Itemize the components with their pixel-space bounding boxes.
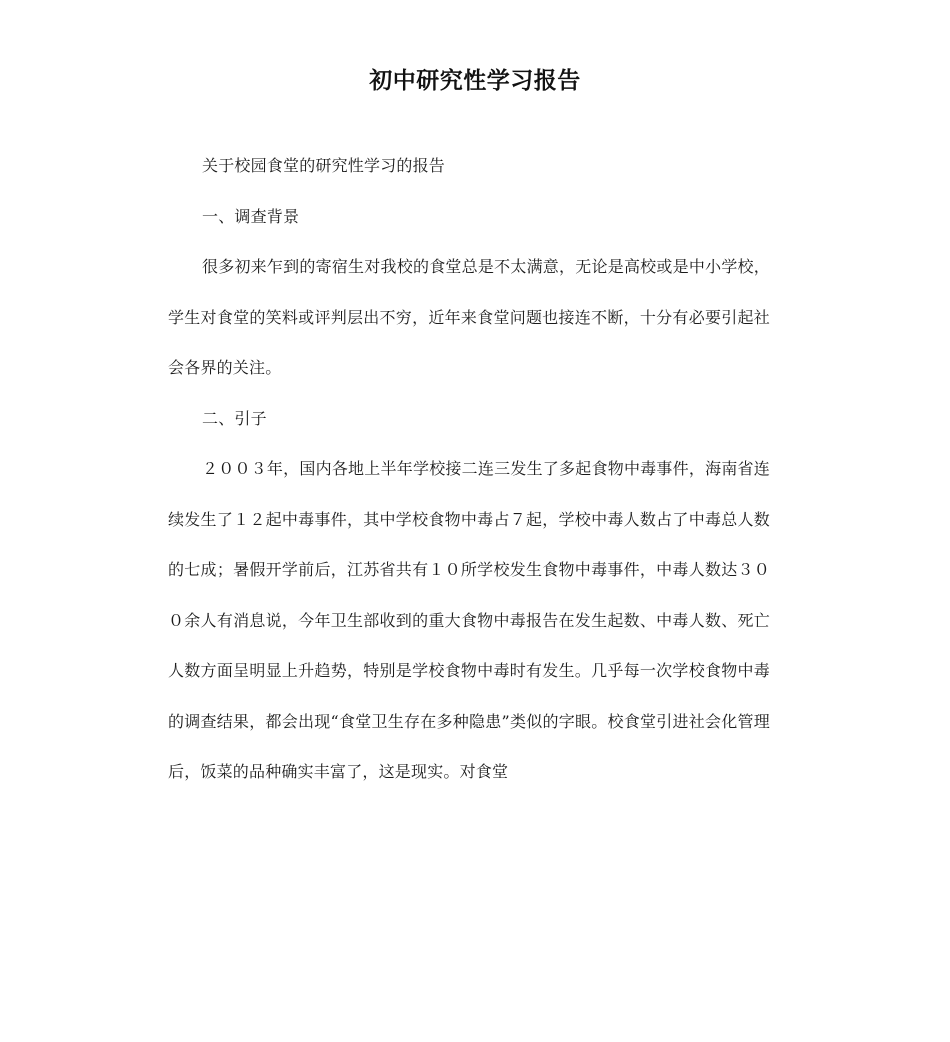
section-body-background: 很多初来乍到的寄宿生对我校的食堂总是不太满意，无论是高校或是中小学校，学生对食堂的笑料或评判层出不穷，近年来食堂问题也接连不断，十分有必要引起社会各界的关注。 [168, 257, 770, 377]
section-heading-background: 一、调查背景 [202, 206, 300, 226]
section-heading-introduction: 二、引子 [202, 408, 267, 428]
document-body [168, 141, 770, 798]
document-title: 初中研究性学习报告 [369, 68, 581, 94]
section-body-introduction: ２００３年，国内各地上半年学校接二连三发生了多起食物中毒事件，海南省连续发生了１２起中毒事件，其中学校食物中毒占７起，学校中毒人数占了中毒总人数的七成；暑假开学前后，江苏省共有１０所学校发生食物中毒事件，中毒人数达３００余人有消息说，今年卫生部收到的重大食物中毒报告在发生起数、中毒人数、死亡人数方面呈明显上升趋势，特别是学校食物中毒时有发生。几乎每一次学校食物中毒的调查结果，都会出现“食堂卫生存在多种隐患”类似的字眼。校食堂引进社会化管理后，饭菜的品种确实丰富了，这是现实。对食堂 [168, 459, 770, 781]
report-subtitle: 关于校园食堂的研究性学习的报告 [202, 156, 446, 175]
